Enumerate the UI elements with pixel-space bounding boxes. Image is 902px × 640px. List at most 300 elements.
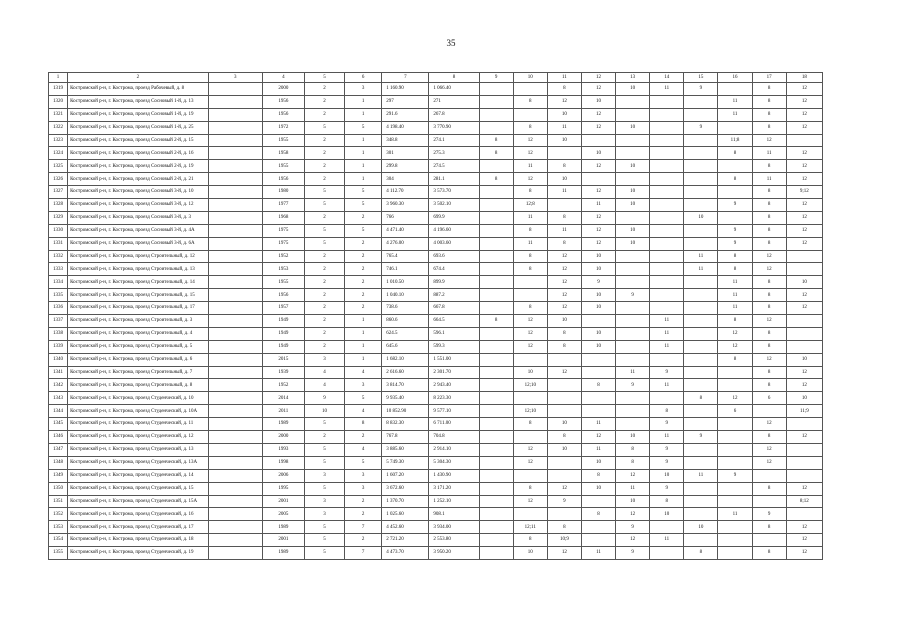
table-cell: [513, 469, 547, 482]
table-cell: [479, 392, 513, 405]
table-cell: 1975: [262, 237, 304, 250]
table-cell: 9: [616, 547, 650, 560]
address-cell: Костромской р-н, г. Кострома, проезд Строительный, д. 15: [68, 289, 209, 302]
table-cell: 3 770.90: [429, 121, 479, 134]
table-cell: 2: [304, 108, 344, 121]
table-row: [49, 392, 823, 405]
table-cell: 7: [345, 547, 382, 560]
row-number-cell: 1341: [49, 366, 68, 379]
address-cell: Костромской р-н, г. Кострома, проезд Студенческий, д. 10А: [68, 405, 209, 418]
table-cell: [208, 443, 262, 456]
table-cell: [208, 108, 262, 121]
row-number-cell: 1325: [49, 160, 68, 173]
table-cell: 2: [345, 534, 382, 547]
table-cell: 1: [345, 315, 382, 328]
table-cell: 10: [513, 366, 547, 379]
table-cell: 12: [513, 340, 547, 353]
table-cell: 8: [581, 469, 615, 482]
table-cell: [208, 508, 262, 521]
address-cell: Костромской р-н, г. Кострома, проезд Сосновый 3-й, д. 3: [68, 211, 209, 224]
table-cell: 10: [581, 340, 615, 353]
table-cell: [616, 392, 650, 405]
table-cell: 5: [345, 456, 382, 469]
table-cell: 8: [752, 121, 786, 134]
table-cell: 11: [650, 315, 684, 328]
table-cell: [208, 237, 262, 250]
table-row: [49, 302, 823, 315]
table-cell: [479, 405, 513, 418]
table-cell: [208, 160, 262, 173]
table-cell: 3: [345, 83, 382, 96]
table-cell: 10: [581, 456, 615, 469]
table-cell: 1955: [262, 160, 304, 173]
table-cell: 9: [684, 121, 718, 134]
table-cell: 8: [513, 302, 547, 315]
table-cell: 11: [718, 289, 752, 302]
table-cell: 12: [786, 521, 822, 534]
table-row: [49, 211, 823, 224]
address-cell: Костромской р-н, г. Кострома, проезд Студенческий, д. 15А: [68, 495, 209, 508]
table-cell: [479, 289, 513, 302]
table-cell: 2: [304, 83, 344, 96]
table-cell: 2 721.20: [382, 534, 429, 547]
table-cell: 1: [345, 340, 382, 353]
table-cell: 1989: [262, 521, 304, 534]
table-row: [49, 186, 823, 199]
table-cell: 3 573.70: [429, 186, 479, 199]
table-cell: [208, 353, 262, 366]
table-cell: 2: [304, 160, 344, 173]
table-cell: [513, 353, 547, 366]
table-cell: [650, 547, 684, 560]
table-cell: [786, 469, 822, 482]
table-cell: 12;10: [513, 405, 547, 418]
table-cell: [684, 147, 718, 160]
table-cell: [208, 121, 262, 134]
table-cell: 12: [513, 456, 547, 469]
table-cell: [752, 405, 786, 418]
table-cell: 11: [581, 199, 615, 212]
table-cell: [718, 547, 752, 560]
table-cell: 2014: [262, 392, 304, 405]
table-row: [49, 456, 823, 469]
table-cell: 1 607.20: [382, 469, 429, 482]
table-cell: 1: [345, 327, 382, 340]
table-cell: 8: [479, 134, 513, 147]
table-cell: 664.5: [429, 315, 479, 328]
address-cell: Костромской р-н, г. Кострома, проезд Сосновый 2-й, д. 21: [68, 173, 209, 186]
address-cell: Костромской р-н, г. Кострома, проезд Строительный, д. 17: [68, 302, 209, 315]
row-number-cell: 1332: [49, 250, 68, 263]
table-cell: [786, 134, 822, 147]
table-cell: [208, 495, 262, 508]
table-cell: 11: [616, 366, 650, 379]
table-cell: 2: [304, 263, 344, 276]
table-cell: [616, 173, 650, 186]
table-cell: [786, 340, 822, 353]
row-number-cell: 1336: [49, 302, 68, 315]
table-cell: 11: [650, 340, 684, 353]
table-cell: 12: [547, 547, 581, 560]
table-cell: [718, 160, 752, 173]
table-cell: 767.8: [382, 431, 429, 444]
table-cell: 6: [718, 405, 752, 418]
table-cell: 1949: [262, 315, 304, 328]
address-cell: Костромской р-н, г. Кострома, проезд Студенческий, д. 13: [68, 443, 209, 456]
table-cell: [684, 95, 718, 108]
table-cell: 1: [345, 134, 382, 147]
table-cell: [786, 418, 822, 431]
table-cell: 4: [345, 443, 382, 456]
table-cell: 10: [581, 95, 615, 108]
table-cell: [650, 160, 684, 173]
table-cell: [650, 224, 684, 237]
table-cell: 10: [616, 83, 650, 96]
row-number-cell: 1331: [49, 237, 68, 250]
table-cell: 1956: [262, 173, 304, 186]
table-cell: [581, 134, 615, 147]
table-cell: 1 682.10: [382, 353, 429, 366]
table-cell: 8: [547, 340, 581, 353]
table-cell: 1939: [262, 366, 304, 379]
table-cell: 10: [513, 547, 547, 560]
table-cell: 12: [718, 340, 752, 353]
table-cell: 11;9: [786, 405, 822, 418]
column-number-5: 5: [304, 73, 344, 83]
table-cell: 12: [786, 482, 822, 495]
table-cell: [479, 495, 513, 508]
table-cell: 275.3: [429, 147, 479, 160]
table-cell: 8: [718, 250, 752, 263]
table-cell: [684, 276, 718, 289]
row-number-cell: 1329: [49, 211, 68, 224]
table-cell: [208, 250, 262, 263]
address-cell: Костромской р-н, г. Кострома, проезд Строительный, д. 7: [68, 366, 209, 379]
table-cell: 8: [581, 508, 615, 521]
table-cell: 8: [752, 366, 786, 379]
table-cell: [718, 211, 752, 224]
table-cell: 766: [382, 211, 429, 224]
table-cell: 8: [752, 186, 786, 199]
table-cell: 624.5: [382, 327, 429, 340]
table-cell: 1975: [262, 224, 304, 237]
table-cell: 8: [513, 250, 547, 263]
table-cell: [684, 289, 718, 302]
table-cell: 2: [304, 289, 344, 302]
table-cell: 11: [547, 121, 581, 134]
table-cell: [718, 121, 752, 134]
column-number-row: [49, 73, 823, 83]
table-cell: 2 553.80: [429, 534, 479, 547]
table-cell: 8: [752, 160, 786, 173]
table-cell: 3: [304, 469, 344, 482]
table-cell: 9: [650, 418, 684, 431]
table-cell: 12: [718, 392, 752, 405]
table-cell: 2: [304, 340, 344, 353]
table-cell: 12: [513, 147, 547, 160]
table-cell: [479, 418, 513, 431]
table-cell: 8: [752, 521, 786, 534]
table-cell: 860.6: [382, 315, 429, 328]
table-row: [49, 147, 823, 160]
table-cell: 9: [616, 521, 650, 534]
table-cell: 11: [684, 263, 718, 276]
table-cell: [581, 495, 615, 508]
table-cell: 12: [786, 211, 822, 224]
table-row: [49, 83, 823, 96]
table-cell: 2: [345, 237, 382, 250]
table-cell: 1957: [262, 302, 304, 315]
table-cell: 12: [786, 224, 822, 237]
table-cell: 4 112.70: [382, 186, 429, 199]
table-cell: 9: [650, 456, 684, 469]
table-cell: 9: [718, 237, 752, 250]
table-cell: [786, 443, 822, 456]
table-cell: 10: [547, 108, 581, 121]
table-row: [49, 547, 823, 560]
address-cell: Костромской р-н, г. Кострома, проезд Студенческий, д. 12: [68, 431, 209, 444]
table-cell: 3 672.60: [382, 482, 429, 495]
table-cell: 5: [304, 237, 344, 250]
table-cell: [616, 315, 650, 328]
table-cell: [616, 302, 650, 315]
address-cell: Костромской р-н, г. Кострома, проезд Студенческий, д. 15: [68, 482, 209, 495]
table-cell: 2001: [262, 495, 304, 508]
table-cell: [718, 495, 752, 508]
table-cell: 11: [650, 534, 684, 547]
table-cell: 10: [616, 495, 650, 508]
table-cell: 2: [304, 276, 344, 289]
table-cell: 10: [650, 508, 684, 521]
table-cell: 1 551.00: [429, 353, 479, 366]
table-cell: 2: [345, 263, 382, 276]
table-cell: 11: [547, 186, 581, 199]
table-cell: 1972: [262, 121, 304, 134]
table-cell: 2: [304, 315, 344, 328]
table-cell: 1956: [262, 95, 304, 108]
table-cell: 9: [616, 379, 650, 392]
table-cell: 2006: [262, 469, 304, 482]
table-cell: [684, 508, 718, 521]
table-cell: [684, 224, 718, 237]
table-cell: [479, 263, 513, 276]
table-cell: [616, 405, 650, 418]
table-cell: 2: [345, 431, 382, 444]
table-row: [49, 418, 823, 431]
row-number-cell: 1334: [49, 276, 68, 289]
row-number-cell: 1354: [49, 534, 68, 547]
table-cell: 8: [547, 160, 581, 173]
table-cell: [616, 353, 650, 366]
table-cell: 12: [752, 443, 786, 456]
table-row: [49, 121, 823, 134]
table-cell: 1995: [262, 482, 304, 495]
row-number-cell: 1349: [49, 469, 68, 482]
table-cell: [616, 95, 650, 108]
table-cell: [718, 534, 752, 547]
table-row: [49, 95, 823, 108]
table-cell: 11: [581, 418, 615, 431]
table-cell: 11;8: [718, 134, 752, 147]
table-cell: 12: [752, 418, 786, 431]
table-row: [49, 508, 823, 521]
row-number-cell: 1339: [49, 340, 68, 353]
table-cell: 9: [581, 276, 615, 289]
table-cell: 9: [650, 443, 684, 456]
table-cell: 10: [616, 237, 650, 250]
table-cell: 4: [345, 366, 382, 379]
table-cell: 3: [345, 379, 382, 392]
column-number-1: 1: [49, 73, 68, 83]
table-cell: [208, 340, 262, 353]
address-cell: Костромской р-н, г. Кострома, проезд Сосновый 1-й, д. 13: [68, 95, 209, 108]
table-cell: [684, 443, 718, 456]
table-cell: 1956: [262, 108, 304, 121]
table-cell: 8: [752, 340, 786, 353]
table-cell: 12: [752, 134, 786, 147]
table-row: [49, 353, 823, 366]
table-cell: 1980: [262, 186, 304, 199]
table-cell: 10: [547, 418, 581, 431]
table-cell: [684, 495, 718, 508]
table-cell: 1952: [262, 379, 304, 392]
table-cell: 8: [547, 327, 581, 340]
row-number-cell: 1348: [49, 456, 68, 469]
row-number-cell: 1355: [49, 547, 68, 560]
table-cell: [650, 353, 684, 366]
table-cell: 5: [345, 186, 382, 199]
table-cell: 11: [547, 224, 581, 237]
table-cell: [650, 199, 684, 212]
table-cell: 4 198.40: [382, 121, 429, 134]
table-cell: 1949: [262, 327, 304, 340]
table-cell: 12;10: [513, 379, 547, 392]
table-cell: [208, 431, 262, 444]
table-cell: 12: [786, 379, 822, 392]
table-cell: 8: [752, 327, 786, 340]
table-cell: 2001: [262, 534, 304, 547]
table-cell: 8: [718, 147, 752, 160]
table-cell: 8: [752, 237, 786, 250]
table-cell: 1 010.50: [382, 276, 429, 289]
table-cell: 765.4: [382, 250, 429, 263]
table-cell: 12: [513, 315, 547, 328]
table-cell: [684, 405, 718, 418]
table-cell: 11: [650, 431, 684, 444]
table-cell: 11: [684, 469, 718, 482]
row-number-cell: 1320: [49, 95, 68, 108]
table-cell: 12: [786, 237, 822, 250]
table-cell: 1 025.60: [382, 508, 429, 521]
table-cell: 4: [304, 379, 344, 392]
table-cell: 699.9: [429, 211, 479, 224]
table-cell: 4: [345, 405, 382, 418]
table-cell: 1 040.10: [382, 289, 429, 302]
table-cell: 8: [479, 315, 513, 328]
table-cell: 4 473.70: [382, 547, 429, 560]
column-number-4: 4: [262, 73, 304, 83]
table-cell: 12: [547, 276, 581, 289]
table-cell: [616, 134, 650, 147]
table-cell: [479, 482, 513, 495]
table-row: [49, 482, 823, 495]
table-cell: [513, 392, 547, 405]
row-number-cell: 1335: [49, 289, 68, 302]
table-cell: 8: [752, 547, 786, 560]
table-cell: 11: [650, 327, 684, 340]
table-cell: 11: [513, 211, 547, 224]
table-cell: 12: [786, 431, 822, 444]
table-cell: [616, 340, 650, 353]
table-cell: 10;9: [547, 534, 581, 547]
table-cell: [208, 173, 262, 186]
table-cell: 8: [479, 147, 513, 160]
table-cell: 10: [581, 289, 615, 302]
table-cell: [208, 211, 262, 224]
table-cell: 3 502.10: [429, 199, 479, 212]
column-number-3: 3: [208, 73, 262, 83]
table-cell: [581, 353, 615, 366]
table-cell: [208, 534, 262, 547]
table-row: [49, 379, 823, 392]
row-number-cell: 1347: [49, 443, 68, 456]
table-cell: 8 223.30: [429, 392, 479, 405]
table-cell: 8: [650, 405, 684, 418]
table-cell: 11: [513, 160, 547, 173]
table-cell: [208, 224, 262, 237]
table-cell: [208, 315, 262, 328]
table-cell: [479, 276, 513, 289]
table-cell: [684, 315, 718, 328]
table-cell: [752, 495, 786, 508]
table-cell: 3: [304, 495, 344, 508]
table-cell: 746.1: [382, 263, 429, 276]
table-cell: 12: [581, 121, 615, 134]
table-cell: 9: [547, 495, 581, 508]
table-cell: [479, 443, 513, 456]
table-cell: 5: [304, 443, 344, 456]
table-cell: [718, 418, 752, 431]
table-cell: 12: [547, 263, 581, 276]
table-cell: 2: [345, 495, 382, 508]
table-cell: 10: [581, 263, 615, 276]
table-cell: [581, 392, 615, 405]
table-cell: 5: [304, 482, 344, 495]
table-cell: [208, 199, 262, 212]
row-number-cell: 1330: [49, 224, 68, 237]
table-cell: 1989: [262, 418, 304, 431]
table-cell: 4 003.60: [429, 237, 479, 250]
table-cell: [479, 250, 513, 263]
row-number-cell: 1328: [49, 199, 68, 212]
table-cell: 10: [616, 431, 650, 444]
table-row: [49, 315, 823, 328]
table-cell: 5: [304, 456, 344, 469]
table-cell: 5: [304, 521, 344, 534]
table-cell: 297: [382, 95, 429, 108]
table-cell: [479, 456, 513, 469]
address-cell: Костромской р-н, г. Кострома, проезд Сосновый 1-й, д. 25: [68, 121, 209, 134]
address-cell: Костромской р-н, г. Кострома, проезд Студенческий, д. 19: [68, 547, 209, 560]
table-cell: 8: [752, 108, 786, 121]
table-cell: 12: [786, 121, 822, 134]
table-cell: 1956: [262, 289, 304, 302]
table-cell: 1 066.40: [429, 83, 479, 96]
address-cell: Костромской р-н, г. Кострома, проезд Сосновый 3-й, д. 12: [68, 199, 209, 212]
table-cell: 10: [547, 173, 581, 186]
column-number-9: 9: [479, 73, 513, 83]
row-number-cell: 1337: [49, 315, 68, 328]
